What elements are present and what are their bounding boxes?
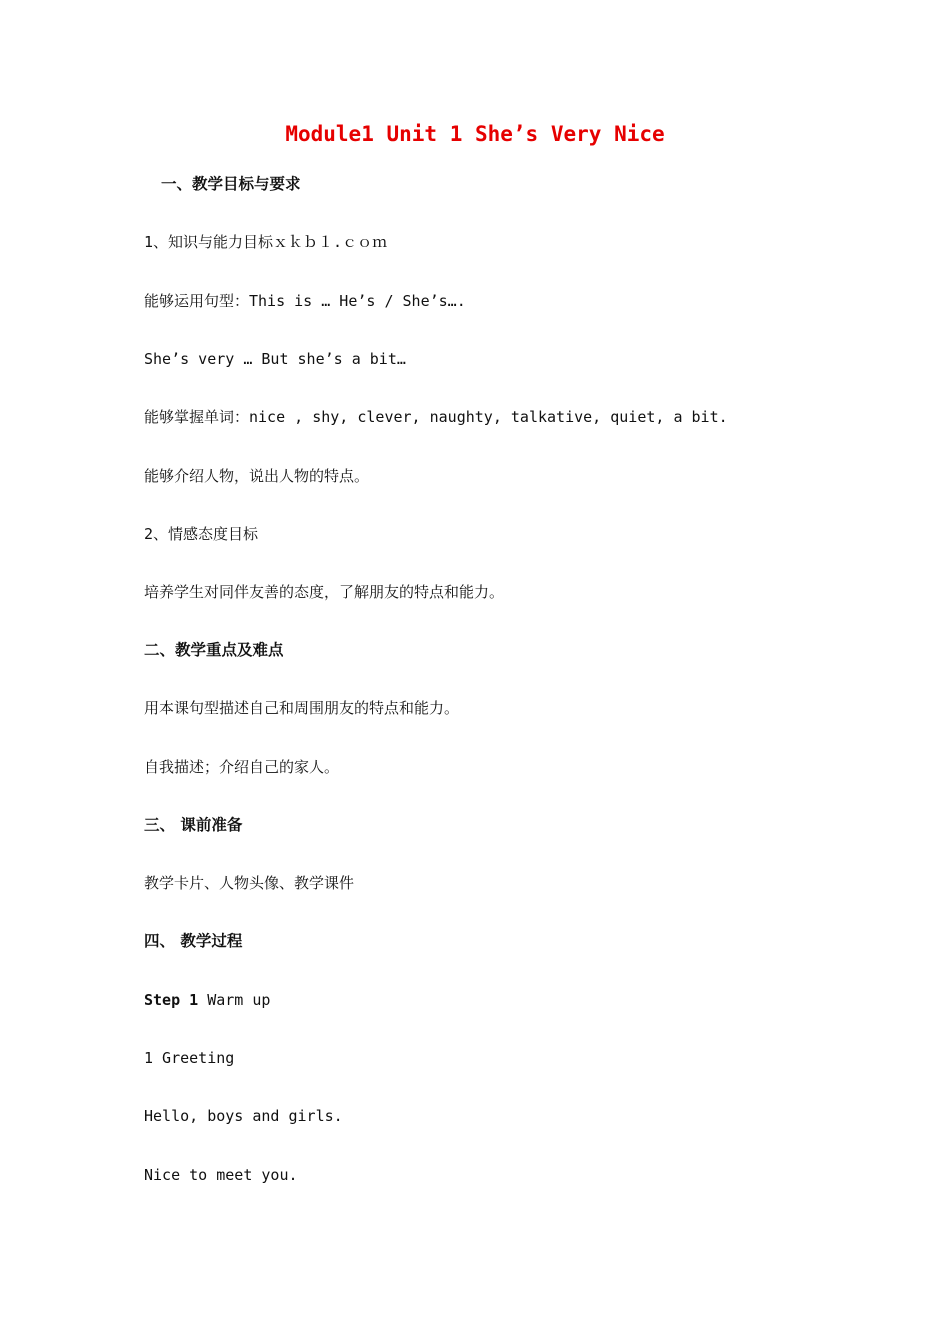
section-heading-preparation: 三、 课前准备: [144, 816, 243, 834]
paragraph-nice-to-meet: Nice to meet you.: [144, 1166, 298, 1184]
section-heading-procedure: 四、 教学过程: [144, 932, 243, 950]
section-heading-objectives: 一、教学目标与要求: [161, 175, 301, 193]
step-label: Step 1: [144, 991, 199, 1009]
paragraph-sentence-patterns: 能够运用句型：This is … He’s / She’s….: [144, 292, 466, 310]
step-title: Warm up: [198, 991, 271, 1009]
paragraph-describe-friends: 用本课句型描述自己和周围朋友的特点和能力。: [144, 699, 460, 717]
paragraph-introduce-people: 能够介绍人物，说出人物的特点。: [144, 467, 370, 485]
paragraph-attitude: 培养学生对同伴友善的态度，了解朋友的特点和能力。: [144, 583, 505, 601]
paragraph-greeting: 1 Greeting: [144, 1049, 235, 1067]
paragraph-knowledge-goal: 1、知识与能力目标ｘｋｂ１.ｃｏｍ: [144, 233, 388, 251]
paragraph-step-1: [144, 990, 270, 1010]
paragraph-emotion-goal: 2、情感态度目标: [144, 525, 259, 543]
paragraph-hello: Hello, boys and girls.: [144, 1107, 343, 1125]
paragraph-vocabulary: 能够掌握单词：nice , shy, clever, naughty, talkative, quiet, a bit.: [144, 408, 728, 426]
document-title: Module1 Unit 1 She’s Very Nice: [285, 122, 665, 146]
paragraph-self-description: 自我描述；介绍自己的家人。: [144, 758, 340, 776]
section-heading-key-points: 二、教学重点及难点: [144, 641, 284, 659]
paragraph-sentence-pattern-2: She’s very … But she’s a bit…: [144, 350, 406, 368]
paragraph-materials: 教学卡片、人物头像、教学课件: [144, 874, 355, 892]
